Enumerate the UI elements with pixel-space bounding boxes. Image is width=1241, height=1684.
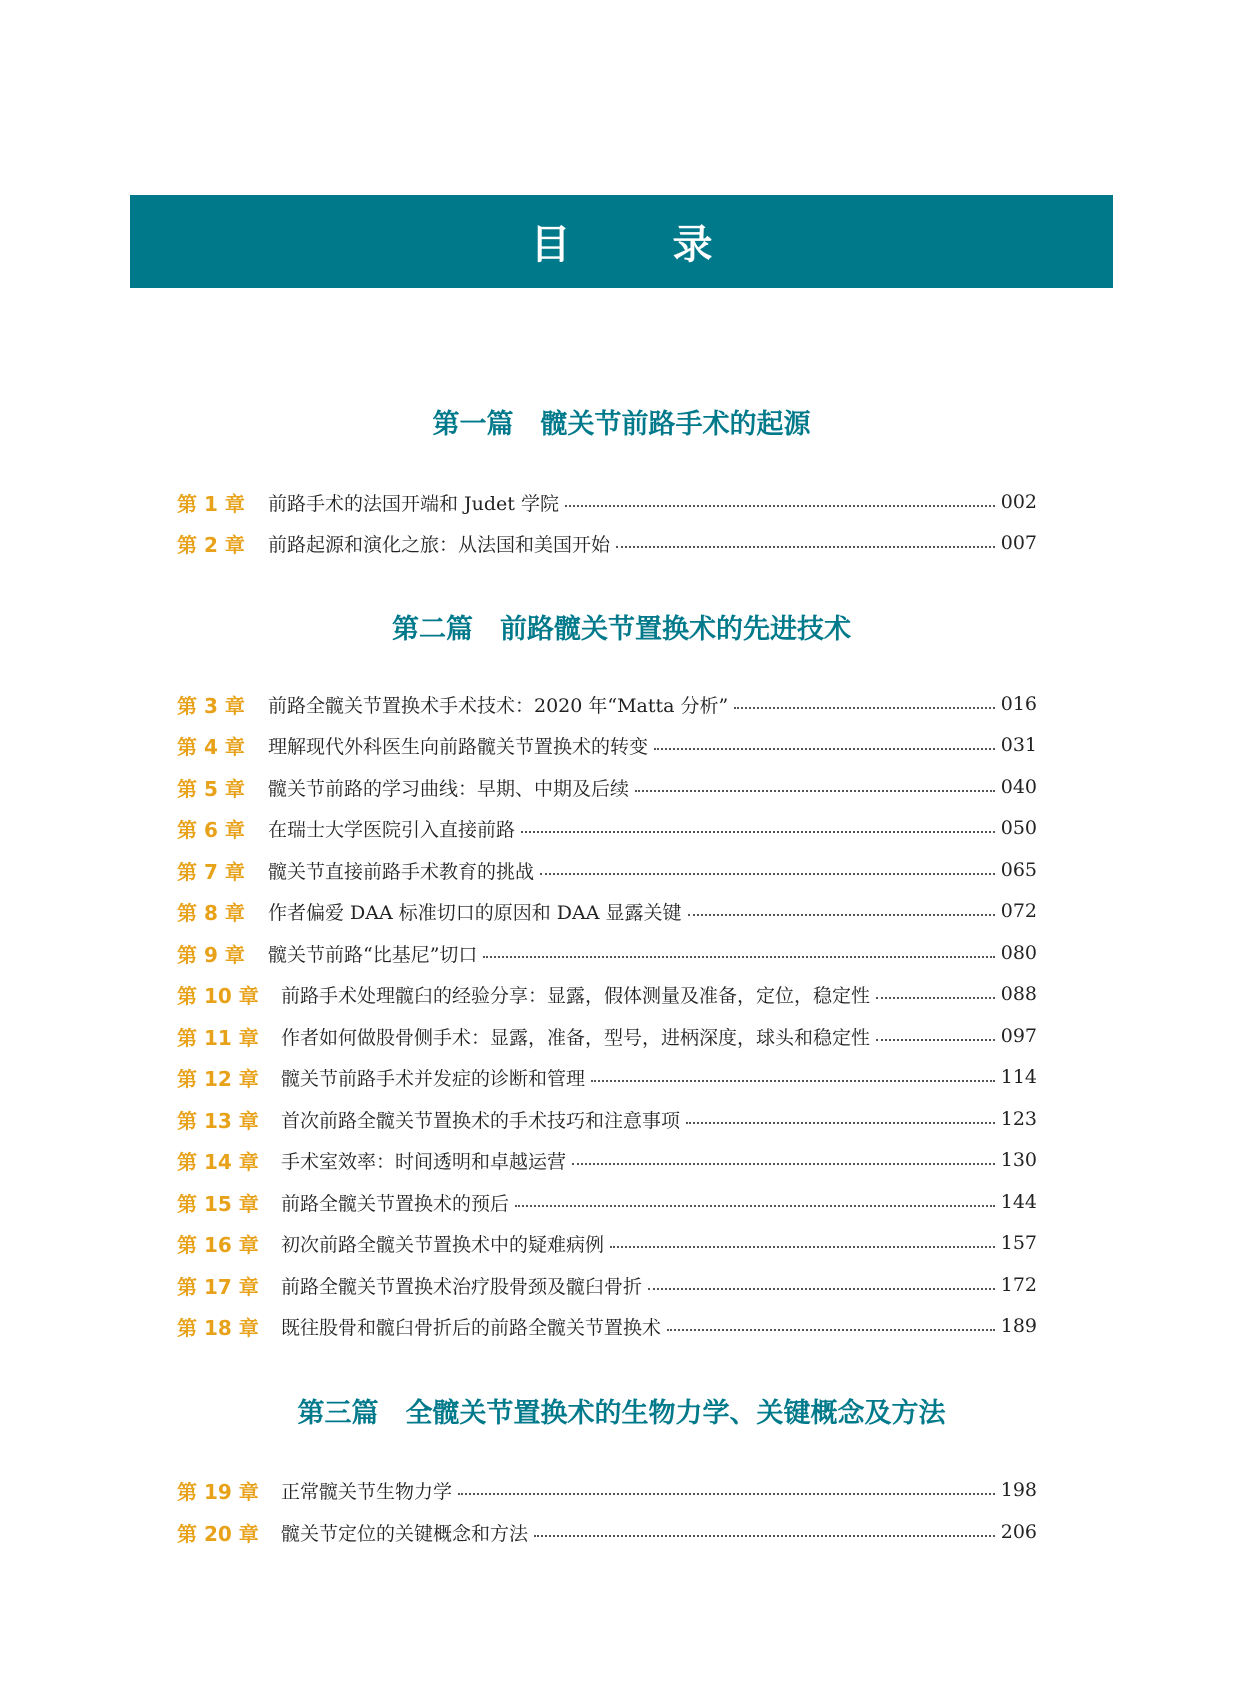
toc-entry[interactable] bbox=[177, 937, 1037, 969]
toc-entry[interactable] bbox=[177, 1227, 1037, 1259]
chapter-title: 初次前路全髋关节置换术中的疑难病例 bbox=[281, 1233, 605, 1256]
page-number: 088 bbox=[1000, 983, 1037, 1005]
toc-entry[interactable] bbox=[177, 1020, 1037, 1052]
chapter-title: 前路手术的法国开端和 Judet 学院 bbox=[268, 492, 559, 515]
toc-entry[interactable] bbox=[177, 729, 1037, 761]
chapter-number: 第 10 章 bbox=[177, 983, 259, 1008]
chapter-title: 前路手术处理髋臼的经验分享：显露，假体测量及准备，定位，稳定性 bbox=[281, 984, 871, 1007]
toc-entry[interactable] bbox=[177, 527, 1037, 559]
page-number: 031 bbox=[1000, 734, 1037, 756]
toc-entry[interactable] bbox=[177, 771, 1037, 803]
chapter-title: 作者如何做股骨侧手术：显露，准备，型号，进柄深度，球头和稳定性 bbox=[281, 1026, 871, 1049]
toc-entry[interactable] bbox=[177, 1516, 1037, 1548]
chapter-title: 正常髋关节生物力学 bbox=[281, 1480, 453, 1503]
chapter-title: 前路起源和演化之旅：从法国和美国开始 bbox=[268, 533, 611, 556]
chapter-title: 首次前路全髋关节置换术的手术技巧和注意事项 bbox=[281, 1109, 681, 1132]
page-number: 097 bbox=[1000, 1025, 1037, 1047]
page-number: 172 bbox=[1000, 1274, 1037, 1296]
part-heading-2: 第二篇 前路髋关节置换术的先进技术 bbox=[392, 614, 851, 645]
chapter-number: 第 12 章 bbox=[177, 1066, 259, 1091]
toc-entry[interactable] bbox=[177, 978, 1037, 1010]
chapter-title: 髋关节定位的关键概念和方法 bbox=[281, 1522, 529, 1545]
chapter-number: 第 1 章 bbox=[177, 491, 245, 516]
dot-leader bbox=[540, 873, 995, 875]
chapter-number: 第 4 章 bbox=[177, 734, 245, 759]
page-number: 007 bbox=[1000, 532, 1037, 554]
chapter-number: 第 2 章 bbox=[177, 532, 245, 557]
chapter-number: 第 9 章 bbox=[177, 942, 245, 967]
chapter-number: 第 15 章 bbox=[177, 1191, 259, 1216]
chapter-title: 作者偏爱 DAA 标准切口的原因和 DAA 显露关键 bbox=[268, 901, 682, 924]
toc-entry[interactable] bbox=[177, 1186, 1037, 1218]
dot-leader bbox=[515, 1205, 995, 1207]
toc-entry[interactable] bbox=[177, 812, 1037, 844]
chapter-number: 第 11 章 bbox=[177, 1025, 259, 1050]
dot-leader bbox=[648, 1288, 995, 1290]
page-number: 072 bbox=[1000, 900, 1037, 922]
dot-leader bbox=[565, 505, 995, 507]
page-number: 144 bbox=[1000, 1191, 1037, 1213]
title-banner bbox=[130, 195, 1113, 288]
chapter-number: 第 8 章 bbox=[177, 900, 245, 925]
chapter-title: 髋关节前路的学习曲线：早期、中期及后续 bbox=[268, 777, 630, 800]
toc-entry[interactable] bbox=[177, 1061, 1037, 1093]
dot-leader bbox=[654, 748, 995, 750]
page-number: 130 bbox=[1000, 1149, 1037, 1171]
dot-leader bbox=[572, 1163, 995, 1165]
chapter-title: 前路全髋关节置换术的预后 bbox=[281, 1192, 510, 1215]
dot-leader bbox=[458, 1493, 995, 1495]
dot-leader bbox=[667, 1329, 995, 1331]
page-number: 065 bbox=[1000, 859, 1037, 881]
chapter-number: 第 5 章 bbox=[177, 776, 245, 801]
chapter-number: 第 7 章 bbox=[177, 859, 245, 884]
dot-leader bbox=[610, 1246, 995, 1248]
page-number: 198 bbox=[1000, 1479, 1037, 1501]
page-number: 189 bbox=[1000, 1315, 1037, 1337]
toc-entry[interactable] bbox=[177, 1269, 1037, 1301]
page-number: 114 bbox=[1000, 1066, 1037, 1088]
dot-leader bbox=[483, 956, 994, 958]
chapter-number: 第 16 章 bbox=[177, 1232, 259, 1257]
toc-entry[interactable] bbox=[177, 1474, 1037, 1506]
chapter-title: 髋关节前路“比基尼”切口 bbox=[268, 943, 478, 966]
toc-entry[interactable] bbox=[177, 1103, 1037, 1135]
chapter-number: 第 13 章 bbox=[177, 1108, 259, 1133]
dot-leader bbox=[591, 1080, 995, 1082]
page-number: 050 bbox=[1000, 817, 1037, 839]
part-heading-1: 第一篇 髋关节前路手术的起源 bbox=[432, 409, 811, 440]
chapter-number: 第 20 章 bbox=[177, 1521, 259, 1546]
toc-entry[interactable] bbox=[177, 895, 1037, 927]
page-title: 目 录 bbox=[530, 221, 757, 268]
page-number: 040 bbox=[1000, 776, 1037, 798]
chapter-title: 髋关节直接前路手术教育的挑战 bbox=[268, 860, 535, 883]
toc-entry[interactable] bbox=[177, 1310, 1037, 1342]
page-number: 123 bbox=[1000, 1108, 1037, 1130]
page-number: 002 bbox=[1000, 491, 1037, 513]
chapter-title: 既往股骨和髋臼骨折后的前路全髋关节置换术 bbox=[281, 1316, 662, 1339]
dot-leader bbox=[876, 1039, 995, 1041]
chapter-number: 第 18 章 bbox=[177, 1315, 259, 1340]
dot-leader bbox=[616, 546, 995, 548]
toc-entry[interactable] bbox=[177, 854, 1037, 886]
page-number: 080 bbox=[1000, 942, 1037, 964]
toc-entry[interactable] bbox=[177, 688, 1037, 720]
chapter-number: 第 3 章 bbox=[177, 693, 245, 718]
dot-leader bbox=[521, 831, 995, 833]
dot-leader bbox=[534, 1535, 995, 1537]
page-number: 206 bbox=[1000, 1521, 1037, 1543]
dot-leader bbox=[635, 790, 995, 792]
chapter-title: 在瑞士大学医院引入直接前路 bbox=[268, 818, 516, 841]
dot-leader bbox=[734, 707, 994, 709]
part-heading-3: 第三篇 全髋关节置换术的生物力学、关键概念及方法 bbox=[297, 1398, 946, 1429]
chapter-title: 前路全髋关节置换术手术技术：2020 年“Matta 分析” bbox=[268, 694, 729, 717]
toc-entry[interactable] bbox=[177, 1144, 1037, 1176]
chapter-title: 髋关节前路手术并发症的诊断和管理 bbox=[281, 1067, 586, 1090]
page-number: 157 bbox=[1000, 1232, 1037, 1254]
toc-entry[interactable] bbox=[177, 486, 1037, 518]
chapter-number: 第 14 章 bbox=[177, 1149, 259, 1174]
chapter-number: 第 17 章 bbox=[177, 1274, 259, 1299]
chapter-title: 理解现代外科医生向前路髋关节置换术的转变 bbox=[268, 735, 649, 758]
dot-leader bbox=[686, 1122, 995, 1124]
chapter-number: 第 19 章 bbox=[177, 1479, 259, 1504]
dot-leader bbox=[876, 997, 995, 999]
chapter-title: 前路全髋关节置换术治疗股骨颈及髋臼骨折 bbox=[281, 1275, 643, 1298]
chapter-number: 第 6 章 bbox=[177, 817, 245, 842]
page-number: 016 bbox=[1000, 693, 1037, 715]
dot-leader bbox=[688, 914, 995, 916]
chapter-title: 手术室效率：时间透明和卓越运营 bbox=[281, 1150, 567, 1173]
